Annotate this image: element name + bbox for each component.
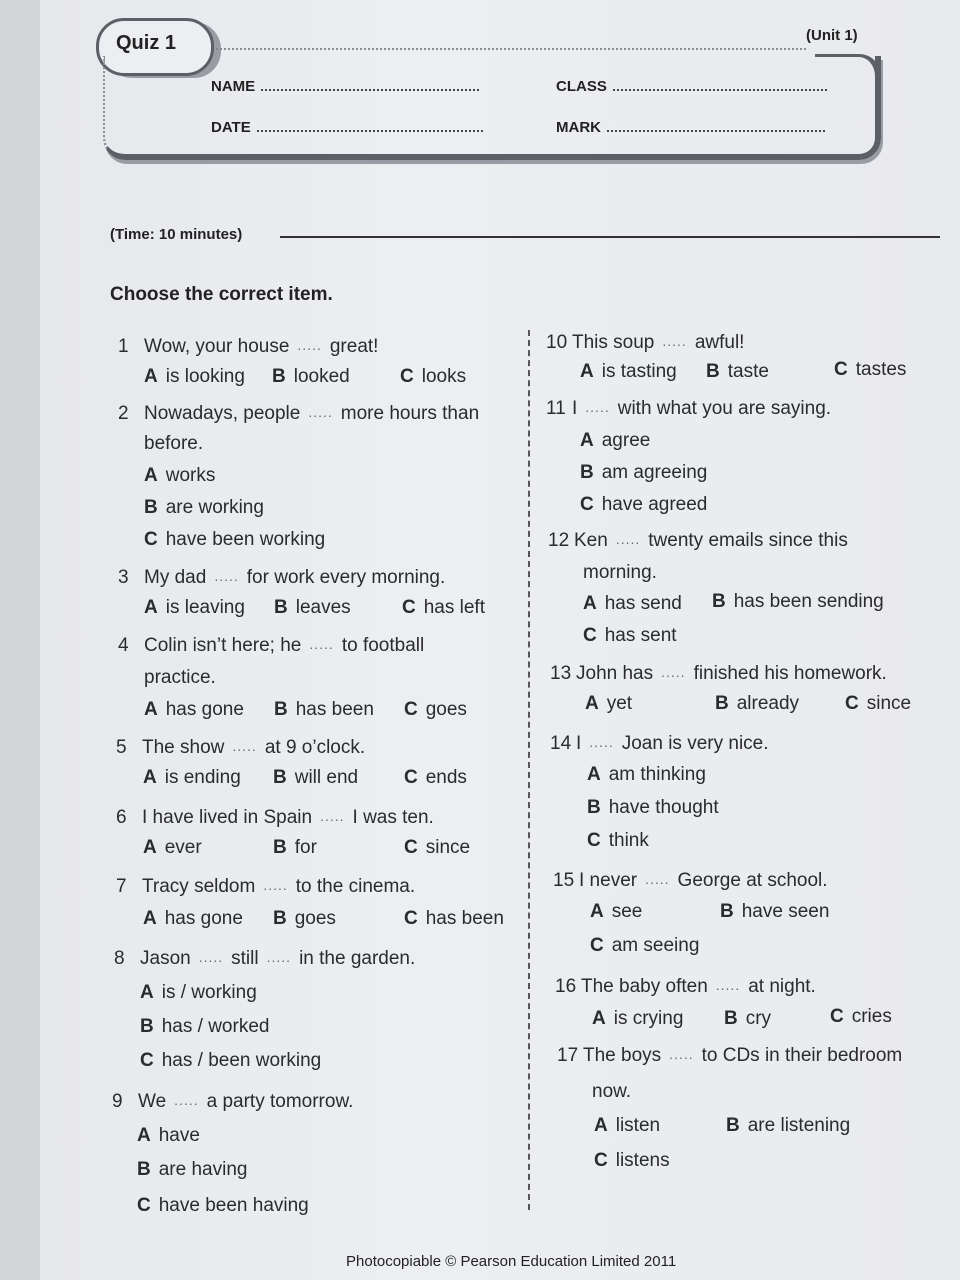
answer-option-b[interactable] bbox=[273, 761, 358, 795]
question-text: great! bbox=[329, 336, 379, 357]
answer-gap: ..... bbox=[715, 977, 741, 993]
option-letter: C bbox=[400, 366, 414, 387]
question-stem bbox=[550, 725, 769, 761]
question-stem bbox=[118, 328, 378, 364]
option-letter: A bbox=[583, 593, 597, 614]
question-number: 3 bbox=[118, 567, 129, 588]
question-text: with what you are saying. bbox=[617, 398, 832, 419]
option-letter: A bbox=[143, 767, 157, 788]
answer-option-c[interactable] bbox=[404, 761, 467, 795]
option-text: cries bbox=[851, 1006, 892, 1027]
copyright-footer: Photocopiable © Pearson Education Limited 2011 bbox=[346, 1253, 677, 1270]
answer-gap: ..... bbox=[589, 734, 614, 750]
question-number: 17 bbox=[557, 1045, 579, 1066]
date-field[interactable] bbox=[211, 118, 483, 136]
question-text: twenty emails since this bbox=[648, 530, 848, 551]
option-text: cry bbox=[745, 1008, 772, 1029]
header-dotted-line bbox=[216, 48, 806, 50]
question-stem bbox=[114, 940, 415, 976]
option-text: tastes bbox=[855, 359, 907, 380]
answer-gap: ..... bbox=[615, 531, 641, 547]
option-letter: B bbox=[140, 1016, 154, 1037]
option-letter: B bbox=[273, 837, 287, 858]
question-stem bbox=[112, 1083, 353, 1119]
question-number: 2 bbox=[118, 403, 129, 424]
option-text: is tasting bbox=[601, 361, 677, 382]
answer-option-b[interactable] bbox=[724, 1002, 771, 1036]
option-letter: A bbox=[143, 908, 157, 929]
question-text: The baby often bbox=[581, 976, 708, 997]
option-text: since bbox=[425, 837, 471, 858]
question-text-continued: morning. bbox=[583, 562, 657, 583]
option-text: has been sending bbox=[733, 591, 884, 612]
option-letter: B bbox=[273, 908, 287, 929]
option-letter: B bbox=[273, 767, 287, 788]
option-text: yet bbox=[606, 693, 633, 714]
answer-gap: ..... bbox=[320, 808, 345, 824]
option-text: have been having bbox=[158, 1195, 309, 1216]
answer-option-c[interactable] bbox=[590, 929, 699, 963]
option-letter: A bbox=[594, 1115, 608, 1136]
option-text: have agreed bbox=[601, 494, 708, 515]
question-number: 7 bbox=[116, 876, 127, 897]
option-text: has left bbox=[423, 597, 485, 618]
column-divider bbox=[528, 330, 530, 1210]
answer-gap: ..... bbox=[662, 333, 687, 349]
answer-gap: ..... bbox=[232, 738, 257, 754]
answer-option-c[interactable] bbox=[594, 1144, 670, 1178]
question-stem bbox=[116, 729, 365, 765]
option-text: listen bbox=[615, 1115, 661, 1136]
question-number: 6 bbox=[116, 807, 127, 828]
answer-option-b[interactable] bbox=[272, 360, 350, 394]
time-rule bbox=[280, 236, 940, 238]
answer-gap: ..... bbox=[309, 636, 334, 652]
option-letter: B bbox=[724, 1008, 738, 1029]
answer-option-a[interactable] bbox=[144, 591, 245, 625]
option-text: is leaving bbox=[165, 597, 245, 618]
answer-option-b[interactable] bbox=[580, 456, 707, 490]
option-text: has send bbox=[604, 593, 682, 614]
question-stem bbox=[557, 1037, 902, 1073]
option-text: has sent bbox=[604, 625, 677, 646]
question-text: I bbox=[572, 398, 578, 419]
question-stem bbox=[116, 868, 415, 904]
answer-option-a[interactable] bbox=[144, 360, 245, 394]
question-number: 9 bbox=[112, 1091, 123, 1112]
question-number: 14 bbox=[550, 733, 572, 754]
option-letter: C bbox=[587, 830, 601, 851]
option-letter: C bbox=[404, 767, 418, 788]
option-letter: A bbox=[143, 837, 157, 858]
question-number: 11 bbox=[546, 398, 566, 419]
option-letter: B bbox=[144, 497, 158, 518]
answer-option-b[interactable] bbox=[712, 585, 884, 619]
option-text: has gone bbox=[165, 699, 244, 720]
option-text: is ending bbox=[164, 767, 241, 788]
option-letter: C bbox=[834, 359, 848, 380]
option-text: since bbox=[866, 693, 912, 714]
option-letter: B bbox=[726, 1115, 740, 1136]
option-text: is looking bbox=[165, 366, 245, 387]
option-letter: C bbox=[404, 699, 418, 720]
answer-option-a[interactable] bbox=[592, 1002, 683, 1036]
option-letter: B bbox=[720, 901, 734, 922]
option-letter: B bbox=[274, 699, 288, 720]
option-letter: C bbox=[404, 837, 418, 858]
option-letter: C bbox=[137, 1195, 151, 1216]
option-text: am thinking bbox=[608, 764, 706, 785]
option-letter: C bbox=[140, 1050, 154, 1071]
answer-option-c[interactable] bbox=[137, 1189, 309, 1223]
option-text: think bbox=[608, 830, 649, 851]
option-letter: B bbox=[272, 366, 286, 387]
question-text-continued: practice. bbox=[144, 667, 216, 688]
answer-option-c[interactable] bbox=[830, 1000, 892, 1034]
question-text: to the cinema. bbox=[295, 876, 416, 897]
question-text: George at school. bbox=[677, 870, 828, 891]
date-label: DATE bbox=[211, 119, 251, 136]
question-text: at 9 o’clock. bbox=[264, 737, 366, 758]
question-text: I was ten. bbox=[352, 807, 434, 828]
option-letter: C bbox=[580, 494, 594, 515]
option-text: am seeing bbox=[611, 935, 700, 956]
question-stem bbox=[555, 968, 816, 1004]
question-text: The boys bbox=[583, 1045, 662, 1066]
option-text: see bbox=[611, 901, 643, 922]
question-text: awful! bbox=[694, 332, 745, 353]
option-letter: A bbox=[144, 597, 158, 618]
option-text: will end bbox=[294, 767, 359, 788]
class-label: CLASS bbox=[556, 78, 607, 95]
question-text: Tracy seldom bbox=[142, 876, 256, 897]
answer-option-b[interactable] bbox=[720, 895, 829, 929]
question-text: Jason bbox=[140, 948, 191, 969]
answer-option-a[interactable] bbox=[144, 459, 215, 493]
option-letter: A bbox=[585, 693, 599, 714]
answer-gap: ..... bbox=[297, 337, 322, 353]
answer-option-a[interactable] bbox=[137, 1119, 200, 1153]
answer-gap: ..... bbox=[308, 404, 333, 420]
option-text: has / been working bbox=[161, 1050, 322, 1071]
option-letter: A bbox=[140, 982, 154, 1003]
time-limit: (Time: 10 minutes) bbox=[110, 226, 243, 243]
option-letter: C bbox=[830, 1006, 844, 1027]
option-text: has been bbox=[295, 699, 374, 720]
question-number: 10 bbox=[546, 332, 568, 353]
option-text: ends bbox=[425, 767, 467, 788]
answer-option-c[interactable] bbox=[402, 591, 485, 625]
name-field[interactable] bbox=[211, 77, 479, 95]
option-letter: B bbox=[274, 597, 288, 618]
answer-gap: ..... bbox=[266, 949, 292, 965]
question-text: to CDs in their bedroom bbox=[701, 1045, 903, 1066]
question-text: The show bbox=[142, 737, 225, 758]
answer-gap: ..... bbox=[174, 1092, 199, 1108]
option-text: has gone bbox=[164, 908, 243, 929]
answer-gap: ..... bbox=[669, 1046, 694, 1062]
answer-option-a[interactable] bbox=[585, 687, 632, 721]
question-stem bbox=[550, 655, 887, 691]
question-text: at night. bbox=[748, 976, 816, 997]
answer-option-b[interactable] bbox=[706, 355, 769, 389]
option-letter: C bbox=[845, 693, 859, 714]
answer-option-c[interactable] bbox=[140, 1044, 321, 1078]
option-text: listens bbox=[615, 1150, 670, 1171]
answer-option-c[interactable] bbox=[400, 360, 466, 394]
answer-option-c[interactable] bbox=[587, 824, 649, 858]
question-text: Wow, your house bbox=[144, 336, 290, 357]
option-text: works bbox=[165, 465, 216, 486]
question-stem bbox=[118, 559, 445, 595]
option-letter: C bbox=[402, 597, 416, 618]
mark-field[interactable] bbox=[556, 118, 825, 136]
question-text: I never bbox=[579, 870, 638, 891]
answer-option-a[interactable] bbox=[580, 355, 677, 389]
option-letter: A bbox=[144, 366, 158, 387]
question-text: Colin isn’t here; he bbox=[144, 635, 302, 656]
answer-option-b[interactable] bbox=[273, 902, 336, 936]
answer-option-b[interactable] bbox=[144, 491, 264, 525]
question-text: still bbox=[231, 948, 259, 969]
answer-option-a[interactable] bbox=[143, 831, 202, 865]
answer-option-c[interactable] bbox=[845, 687, 911, 721]
option-text: leaves bbox=[295, 597, 351, 618]
answer-option-b[interactable] bbox=[715, 687, 799, 721]
question-number: 1 bbox=[118, 336, 129, 357]
question-text-continued: now. bbox=[592, 1081, 632, 1102]
instruction: Choose the correct item. bbox=[110, 284, 333, 305]
option-text: are having bbox=[158, 1159, 248, 1180]
answer-option-a[interactable] bbox=[143, 902, 243, 936]
option-text: has / worked bbox=[161, 1016, 270, 1037]
option-letter: A bbox=[144, 699, 158, 720]
option-letter: A bbox=[144, 465, 158, 486]
answer-option-b[interactable] bbox=[140, 1010, 269, 1044]
option-letter: B bbox=[137, 1159, 151, 1180]
option-letter: A bbox=[580, 361, 594, 382]
name-label: NAME bbox=[211, 78, 256, 95]
question-text: John has bbox=[576, 663, 654, 684]
option-text: have thought bbox=[608, 797, 719, 818]
question-text: We bbox=[138, 1091, 167, 1112]
question-number: 5 bbox=[116, 737, 127, 758]
answer-option-a[interactable] bbox=[140, 976, 257, 1010]
answer-option-b[interactable] bbox=[137, 1153, 247, 1187]
answer-gap: ..... bbox=[263, 877, 288, 893]
option-letter: B bbox=[712, 591, 726, 612]
question-number: 8 bbox=[114, 948, 125, 969]
answer-option-c[interactable] bbox=[583, 619, 677, 653]
question-stem bbox=[546, 390, 831, 426]
option-letter: A bbox=[590, 901, 604, 922]
option-text: already bbox=[736, 693, 800, 714]
answer-option-a[interactable] bbox=[590, 895, 642, 929]
option-text: goes bbox=[425, 699, 467, 720]
answer-option-a[interactable] bbox=[144, 693, 244, 727]
quiz-title: Quiz 1 bbox=[116, 32, 177, 54]
answer-option-a[interactable] bbox=[143, 761, 241, 795]
answer-gap: ..... bbox=[661, 664, 686, 680]
option-letter: A bbox=[587, 764, 601, 785]
question-text: Ken bbox=[574, 530, 608, 551]
option-text: am agreeing bbox=[601, 462, 708, 483]
answer-option-b[interactable] bbox=[274, 693, 374, 727]
unit-label: (Unit 1) bbox=[806, 27, 858, 44]
question-text: for work every morning. bbox=[246, 567, 446, 588]
option-letter: A bbox=[580, 430, 594, 451]
question-stem bbox=[116, 799, 434, 835]
question-text: I have lived in Spain bbox=[142, 807, 313, 828]
question-number: 16 bbox=[555, 976, 577, 997]
option-text: looks bbox=[421, 366, 467, 387]
option-letter: A bbox=[592, 1008, 606, 1029]
question-number: 4 bbox=[118, 635, 129, 656]
answer-gap: ..... bbox=[585, 399, 610, 415]
answer-option-b[interactable] bbox=[726, 1109, 850, 1143]
answer-option-a[interactable] bbox=[587, 758, 706, 792]
option-letter: B bbox=[706, 361, 720, 382]
option-text: looked bbox=[293, 366, 350, 387]
option-letter: B bbox=[580, 462, 594, 483]
option-text: is crying bbox=[613, 1008, 684, 1029]
answer-option-a[interactable] bbox=[594, 1109, 660, 1143]
answer-gap: ..... bbox=[198, 949, 224, 965]
answer-option-b[interactable] bbox=[587, 791, 719, 825]
option-text: have bbox=[158, 1125, 200, 1146]
option-letter: C bbox=[594, 1150, 608, 1171]
question-text: My dad bbox=[144, 567, 207, 588]
option-text: are working bbox=[165, 497, 264, 518]
option-text: goes bbox=[294, 908, 336, 929]
option-text: is / working bbox=[161, 982, 257, 1003]
class-field[interactable] bbox=[556, 77, 827, 95]
question-stem bbox=[553, 862, 828, 898]
question-text: a party tomorrow. bbox=[206, 1091, 354, 1112]
question-number: 12 bbox=[548, 530, 570, 551]
answer-option-c[interactable] bbox=[404, 693, 467, 727]
question-stem bbox=[548, 522, 848, 558]
question-stem bbox=[118, 627, 424, 663]
option-text: for bbox=[294, 837, 317, 858]
option-letter: C bbox=[590, 935, 604, 956]
question-number: 15 bbox=[553, 870, 575, 891]
option-letter: A bbox=[137, 1125, 151, 1146]
option-text: have seen bbox=[741, 901, 830, 922]
answer-option-c[interactable] bbox=[404, 902, 504, 936]
question-text: This soup bbox=[572, 332, 655, 353]
question-text: in the garden. bbox=[299, 948, 416, 969]
question-text: more hours than bbox=[340, 403, 480, 424]
option-text: taste bbox=[727, 361, 769, 382]
answer-option-a[interactable] bbox=[580, 424, 650, 458]
answer-option-c[interactable] bbox=[144, 523, 325, 557]
question-text: finished his homework. bbox=[693, 663, 887, 684]
option-text: ever bbox=[164, 837, 202, 858]
answer-gap: ..... bbox=[214, 568, 239, 584]
question-text: Joan is very nice. bbox=[621, 733, 769, 754]
option-letter: B bbox=[587, 797, 601, 818]
question-stem bbox=[118, 395, 479, 431]
option-text: agree bbox=[601, 430, 651, 451]
question-text: to football bbox=[341, 635, 425, 656]
question-text-continued: before. bbox=[144, 433, 204, 454]
answer-option-b[interactable] bbox=[273, 831, 317, 865]
answer-option-a[interactable] bbox=[583, 587, 682, 621]
option-letter: C bbox=[144, 529, 158, 550]
student-info-box bbox=[103, 56, 881, 160]
option-text: has been bbox=[425, 908, 504, 929]
question-text: I bbox=[576, 733, 582, 754]
answer-option-b[interactable] bbox=[274, 591, 351, 625]
option-letter: B bbox=[715, 693, 729, 714]
answer-option-c[interactable] bbox=[404, 831, 470, 865]
answer-option-c[interactable] bbox=[834, 353, 906, 387]
answer-option-c[interactable] bbox=[580, 488, 707, 522]
option-letter: C bbox=[404, 908, 418, 929]
mark-label: MARK bbox=[556, 119, 601, 136]
question-text: Nowadays, people bbox=[144, 403, 301, 424]
question-number: 13 bbox=[550, 663, 572, 684]
answer-gap: ..... bbox=[645, 871, 670, 887]
option-text: have been working bbox=[165, 529, 326, 550]
option-text: are listening bbox=[747, 1115, 851, 1136]
option-letter: C bbox=[583, 625, 597, 646]
